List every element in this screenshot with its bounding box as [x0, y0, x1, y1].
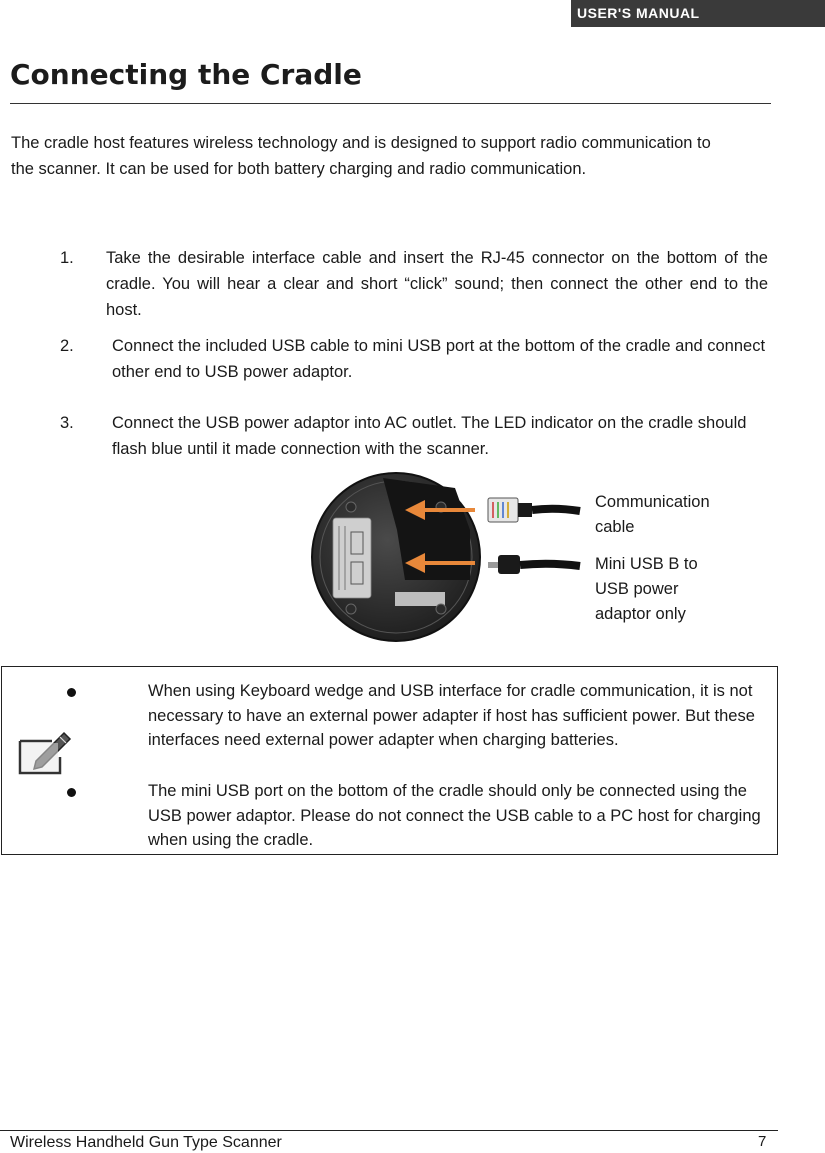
rj45-cable-icon: [488, 498, 580, 522]
footer-title: Wireless Handheld Gun Type Scanner: [10, 1134, 282, 1151]
footer-divider: [0, 1130, 778, 1131]
manual-header-tab: USER'S MANUAL: [571, 0, 825, 27]
step-number: 3.: [60, 414, 74, 432]
cradle-photo: [312, 473, 480, 641]
communication-cable-label: Communication cable: [595, 493, 710, 536]
step-number: 1.: [60, 249, 74, 267]
note-text: When using Keyboard wedge and USB interface for cradle communication, it is not necessary to have an external power adapter if host has sufficient power. But these interfaces need external power adapter when charging batteries.: [148, 682, 755, 749]
note-pencil-icon: [16, 727, 72, 777]
note-text: The mini USB port on the bottom of the cradle should only be connected using the USB power adaptor. Please do not connect the USB cable to a PC host for charging when using the cradle.: [148, 782, 761, 849]
step-text: Connect the USB power adaptor into AC outlet. The LED indicator on the cradle should flash blue until it made connection with the scanner.: [112, 414, 747, 458]
page-number: 7: [758, 1133, 767, 1150]
step-number: 2.: [60, 337, 74, 355]
page-title: Connecting the Cradle: [10, 58, 362, 91]
title-divider: [10, 103, 771, 104]
bullet-icon: [67, 688, 76, 697]
step-text: Take the desirable interface cable and insert the RJ-45 connector on the bottom of the cradle. You will hear a clear and short “click” sound; then connect the other end to the host.: [106, 249, 768, 319]
note-box: [1, 666, 778, 855]
intro-paragraph: The cradle host features wireless technology and is designed to support radio communication to the scanner. It can be used for both battery charging and radio communication.: [11, 134, 711, 178]
usb-cable-label: Mini USB B to USB power adaptor only: [595, 555, 698, 623]
mini-usb-cable-icon: [488, 555, 580, 574]
bullet-icon: [67, 788, 76, 797]
step-text: Connect the included USB cable to mini USB port at the bottom of the cradle and connect other end to USB power adaptor.: [112, 337, 766, 381]
